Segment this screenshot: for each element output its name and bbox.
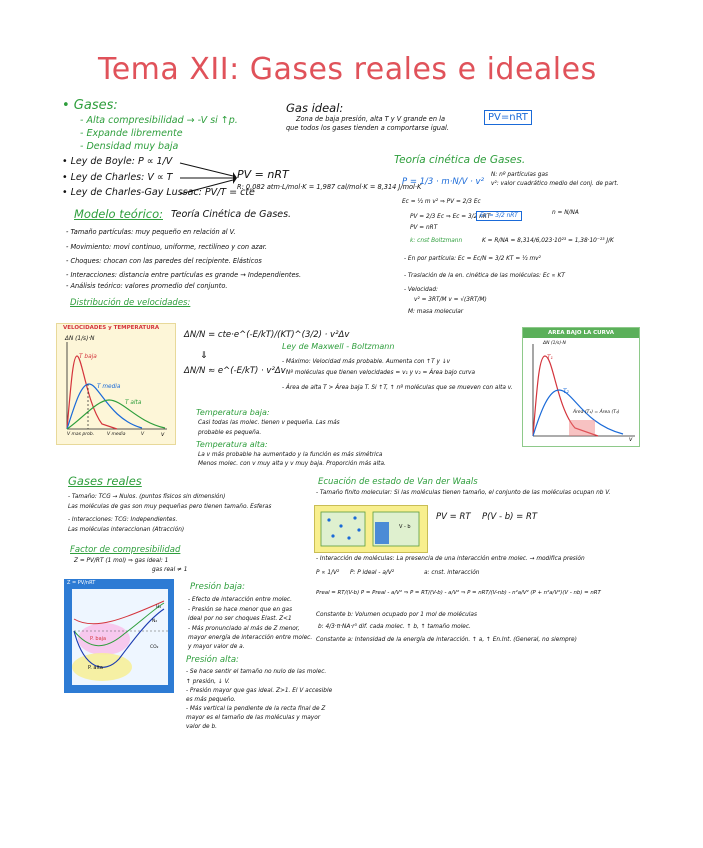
presion-alta-item: ↑ presión, ↓ V. <box>186 679 230 685</box>
pv-line: PV = 2/3 Ec ⇒ Ec = 3/2 nRT <box>410 214 491 220</box>
velocidades-t-baja: T baja <box>79 354 97 360</box>
m-note: M: masa molecular <box>408 309 464 315</box>
presion-baja-heading: Presión baja: <box>190 582 245 592</box>
area-figure <box>522 327 640 447</box>
temp-baja-heading: Temperatura baja: <box>196 408 270 417</box>
compresibilidad-fig-h2: H₂ <box>156 605 162 610</box>
k-value: K = R/NA = 8,314/6,023·10²³ = 1,38·10⁻²³ J/K <box>482 238 614 244</box>
velocidades-xaxis: v <box>161 432 165 438</box>
boltzmann-label: k: cnst Boltzmann <box>410 238 463 244</box>
law-boyle: • Ley de Boyle: P ∝ 1/V <box>62 156 173 167</box>
law-charles-gay: • Ley de Charles-Gay Lussac: PV/T = cte <box>62 187 255 198</box>
gas-ideal-text: Zona de baja presión, alta T y V grande en la <box>296 115 446 123</box>
vdw-eq-real: P(V - b) = RT <box>482 512 538 522</box>
area-xaxis: v <box>629 437 633 443</box>
vdw-p-frac: P ∝ 1/V² <box>316 570 340 576</box>
presion-alta-item: valor de b. <box>186 724 217 730</box>
vdw-p-ideal: P: P ideal - a/V² <box>350 570 395 576</box>
compresibilidad-fig-co2: CO₂ <box>150 645 159 650</box>
gases-item: - Alta compresibilidad → -V si ↑p. <box>80 115 238 126</box>
vdw-heading: Ecuación de estado de Van der Waals <box>318 477 478 487</box>
temp-baja-text: Casi todas las molec. tienen v pequeña. Las más <box>198 420 340 426</box>
modelo-heading: Modelo teórico: <box>74 207 163 221</box>
vdw-const-b-detail: b: 4/3·π·NA·r³ dif. cada molec. ↑ b, ↑ tamaño molec. <box>318 624 471 630</box>
per-particle: - En por partícula: Ec = Ec/N = 3/2 KT = ½ mv² <box>404 256 541 262</box>
vdw-const-b: Constante b: Volumen ocupado por 1 mol de moléculas <box>316 612 477 618</box>
page-title: Tema XII: Gases reales e ideales <box>98 52 597 87</box>
presion-alta-heading: Presión alta: <box>186 655 239 665</box>
vdw-final-eq: Preal = RT/(V-b) P = Preal - a/V² ⇒ P = RT/(V-b) - a/V² ⇒ P = nRT/(V-nb) - n²a/V² (P + n²a/V²)(V - nb) = nRT <box>316 590 601 596</box>
temp-alta-heading: Temperatura alta: <box>196 440 268 449</box>
maxwell-item: - Nº moléculas que tienen velocidades = v₁ y v₂ = Área bajo curva <box>282 370 476 376</box>
area-label: Área (T₁) = Área (T₂) <box>573 410 620 415</box>
presion-baja-item: - Presión se hace menor que en gas <box>188 607 293 613</box>
velocidades-figure <box>56 323 176 445</box>
modelo-item: - Choques: chocan con las paredes del recipiente. Elásticos <box>66 257 262 265</box>
temp-alta-text: La v más probable ha aumentado y la función es más simétrica <box>198 452 383 458</box>
ec-box: Ec = 3/2 nRT <box>476 211 522 221</box>
velocidades-x2: V media <box>107 432 126 437</box>
velocidad: - Velocidad: <box>404 287 438 293</box>
compresibilidad-figure <box>64 579 174 693</box>
n-def: n = N/NA <box>552 210 579 216</box>
vdw-const-a: Constante a: Intensidad de la energía de interacción. ↑ a, ↑ En.Int. (General, no siempre) <box>316 637 577 643</box>
modelo-item: - Tamaño partículas: muy pequeño en relación al V. <box>66 228 236 236</box>
area-ylabel: ΔN (1/s)·N <box>543 341 566 346</box>
area-t1: T₁ <box>547 355 553 361</box>
p-formula: P = 1/3 · m·N/V · v² <box>402 177 484 187</box>
modelo-item: - Análisis teórico: valores promedio del conjunto. <box>66 282 228 290</box>
gases-item: - Expande libremente <box>80 128 183 139</box>
presion-baja-item: y mayor valor de a. <box>188 644 245 650</box>
temp-baja-text: probable es pequeña. <box>198 430 262 436</box>
pv-nrt: PV = nRT <box>410 225 438 231</box>
area-title: AREA BAJO LA CURVA <box>523 328 639 338</box>
velocidades-x3: V <box>141 432 145 437</box>
ideal-gas-law: PV = nRT <box>237 168 289 181</box>
presion-baja-item: mayor energía de interacción entre molec. <box>188 635 313 641</box>
compresibilidad-heading: Factor de compresibilidad <box>70 545 181 555</box>
reales-interacciones-detail: Las moléculas interaccionan (Atracción) <box>68 527 185 533</box>
vdw-a-const: a: cnst. interacción <box>424 570 480 576</box>
traslacion: - Traslación de la en. cinética de las moléculas: Ec ∝ KT <box>404 273 565 279</box>
distribucion-heading: Distribución de velocidades: <box>70 298 191 308</box>
laws-arrows <box>178 158 238 203</box>
law-charles: • Ley de Charles: V ∝ T <box>62 172 173 183</box>
reales-heading: Gases reales <box>68 474 142 488</box>
velocidades-title: VELOCIDADES y TEMPERATURA <box>63 325 160 331</box>
teoria-cinetica-heading: Teoría cinética de Gases. <box>394 154 526 166</box>
v-formula: v² = 3RT/M v = √(3RT/M) <box>414 297 487 303</box>
velocidades-t-media: T media <box>97 384 121 390</box>
maxwell-item: - Máximo: Velocidad más probable. Aumenta con ↑T y ↓v <box>282 359 451 365</box>
gases-item: - Densidad muy baja <box>80 141 179 152</box>
presion-alta-item: es más pequeño. <box>186 697 236 703</box>
ec-line: Ec = ½ m v² ⇒ PV = 2/3 Ec <box>402 199 481 205</box>
temp-alta-text: Menos molec. con v muy alta y v muy baja. Proporción más alta. <box>198 461 386 467</box>
modelo-item: - Interacciones: distancia entre partículas es grande → Independientes. <box>66 271 302 279</box>
reales-tamano: - Tamaño: TCG → Nulos. (puntos físicos sin dimensión) <box>68 494 226 500</box>
velocidades-x1: V mas prob. <box>67 432 95 437</box>
distribution-eq1: ΔN/N = cte·e^(-E/kT)/(KT)^(3/2) · v²Δv <box>184 330 350 340</box>
vdw-interaccion: - Interacción de moléculas: La presencia de una interacción entre molec. → modifica presión <box>316 556 585 562</box>
maxwell-heading: Ley de Maxwell - Boltzmann <box>282 342 395 351</box>
vdw-vb-label: V - b <box>399 524 411 530</box>
gases-heading: • Gases: <box>62 98 118 113</box>
presion-alta-item: - Presión mayor que gas ideal. Z>1. El V accesible <box>186 688 333 694</box>
presion-alta-item: - Se hace sentir el tamaño no nulo de las molec. <box>186 669 327 675</box>
vdw-eq-ideal: PV = RT <box>436 512 471 522</box>
v-note: v²: valor cuadrático medio del conj. de part. <box>491 181 619 187</box>
compresibilidad-fig-baja: P. baja <box>90 636 107 642</box>
reales-interacciones: - Interacciones: TCG: Independientes. <box>68 517 178 523</box>
gas-ideal-formula: PV=nRT <box>484 110 532 125</box>
compresibilidad-formula: Z = PV/RT (1 mol) ⇒ gas ideal: 1 <box>74 558 169 564</box>
maxwell-item: - Área de alta T > Área baja T. Si ↑T, ↑ nº moléculas que se mueven con alta v. <box>282 385 513 391</box>
compresibilidad-fig-alta: P. alta <box>88 665 103 671</box>
modelo-item: - Movimiento: movi continuo, uniforme, rectilíneo y con azar. <box>66 243 267 251</box>
reales-tamano-detail: Las moléculas de gas son muy pequeñas pero tienen tamaño. Esferas <box>68 504 272 510</box>
gas-ideal-text: que todos los gases tienden a comportarse igual. <box>286 124 449 132</box>
n-note: N: nº partículas gas <box>491 172 549 178</box>
presion-baja-item: - Efecto de interacción entre molec. <box>188 597 292 603</box>
area-t2: T₂ <box>563 389 569 395</box>
modelo-subtitle: Teoría Cinética de Gases. <box>171 209 292 220</box>
presion-baja-item: ideal por no ser choques Elast. Z<1 <box>188 616 292 622</box>
presion-alta-item: - Más vertical la pendiente de la recta final de Z <box>186 706 326 712</box>
compresibilidad-formula-real: gas real ≠ 1 <box>152 567 188 573</box>
compresibilidad-fig-n2: N₂ <box>152 619 158 624</box>
presion-baja-item: - Más pronunciado al más de Z menor, <box>188 626 300 632</box>
vdw-tamano: - Tamaño finito molecular: Si las moléculas tienen tamaño, el conjunto de las moléculas ocupan nb V. <box>316 490 611 496</box>
distribution-arrow: ⇓ <box>200 350 208 361</box>
velocidades-t-alta: T alta <box>125 400 142 406</box>
gas-ideal-heading: Gas ideal: <box>286 101 344 115</box>
presion-alta-item: mayor es el tamaño de las moléculas y mayor <box>186 715 321 721</box>
velocidades-ylabel: ΔN (1/s)·N <box>65 336 95 342</box>
compresibilidad-fig-ylabel: Z = PV/nRT <box>67 580 96 586</box>
r-constant: R: 0,082 atm·L/mol·K = 1,987 cal/mol·K = 8,314 J/mol·K <box>237 183 422 191</box>
vdw-figure <box>314 505 428 553</box>
distribution-eq2: ΔN/N ≈ e^(-E/kT) · v²Δv <box>184 366 286 376</box>
